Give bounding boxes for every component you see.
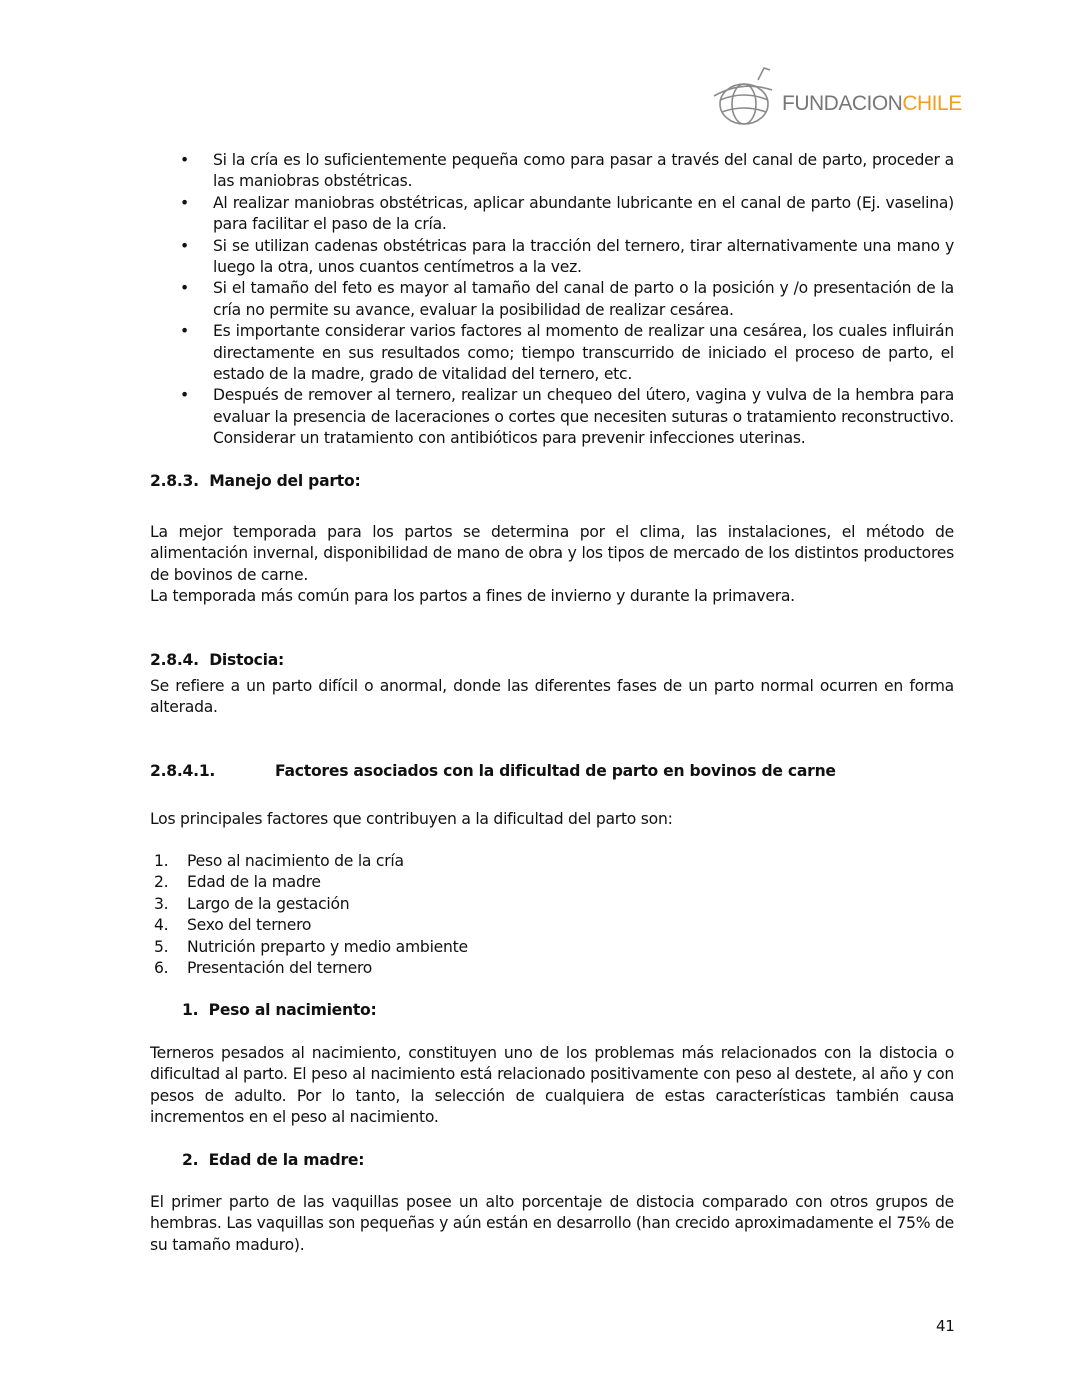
bullet-text: Si se utilizan cadenas obstétricas para la tracción del ternero, tirar alternativamente una mano y luego la otra, unos cuantos centímetros a la vez. bbox=[213, 236, 954, 277]
list-item: 4. Sexo del ternero bbox=[154, 916, 312, 935]
paragraph: La temporada más común para los partos a fines de invierno y durante la primavera. bbox=[150, 587, 795, 606]
list-item: 2. Edad de la madre bbox=[154, 873, 321, 892]
bullet-text: Al realizar maniobras obstétricas, aplicar abundante lubricante en el canal de parto (Ej. vaselina) para facilitar el paso de la cría. bbox=[213, 193, 954, 234]
logo-text-chile: CHILE bbox=[902, 92, 962, 115]
bullet-text: Después de remover al ternero, realizar un chequeo del útero, vagina y vulva de la hembra para evaluar la presencia de laceraciones o cortes que necesiten suturas o tratamiento reconstructivo. Considerar un tratamiento con antibióticos para prevenir infecciones uterinas. bbox=[213, 386, 954, 448]
section-body-2-8-3 bbox=[150, 522, 954, 608]
bullet-icon: • bbox=[180, 322, 189, 341]
list-item: 3. Largo de la gestación bbox=[154, 894, 350, 913]
paragraph: Terneros pesados al nacimiento, constituyen uno de los problemas más relacionados con la distocia o dificultad al parto. El peso al nacimiento está relacionado positivamente con peso al destete, al año y con pesos de adulto. Por lo tanto, la selección de cualquiera de estas características también causa incrementos en el peso al nacimiento. bbox=[150, 1044, 954, 1127]
bullet-icon: • bbox=[180, 279, 189, 298]
bullet-text: Es importante considerar varios factores al momento de realizar una cesárea, los cuales influirán directamente en sus resultados como; tiempo transcurrido de iniciado el proceso de parto, el estado de la madre, grado de vitalidad del ternero, etc. bbox=[213, 322, 954, 384]
bullet-list bbox=[150, 150, 954, 450]
paragraph: Se refiere a un parto difícil o anormal, donde las diferentes fases de un parto normal ocurren en forma alterada. bbox=[150, 677, 954, 717]
bullet-icon: • bbox=[180, 151, 189, 169]
fundacion-chile-logo bbox=[712, 60, 962, 132]
bullet-icon: • bbox=[180, 193, 189, 212]
section-heading-2-8-4: 2.8.4. Distocia: bbox=[150, 651, 285, 669]
bullet-item bbox=[150, 150, 954, 193]
subheading-peso-nacimiento: 1. Peso al nacimiento: bbox=[182, 1001, 377, 1019]
bullet-icon: • bbox=[180, 236, 189, 255]
list-item: 6. Presentación del ternero bbox=[154, 959, 373, 978]
paragraph: Los principales factores que contribuyen a la dificultad del parto son: bbox=[150, 810, 673, 828]
bullet-text: Si la cría es lo suficientemente pequeña como para pasar a través del canal de parto, proceder a las maniobras obstétricas. bbox=[213, 151, 954, 191]
globe-logo-icon bbox=[712, 60, 782, 132]
section-heading-2-8-3: 2.8.3. Manejo del parto: bbox=[150, 472, 361, 490]
bullet-item bbox=[150, 236, 954, 279]
page-number: 41 bbox=[936, 1317, 955, 1335]
bullet-item bbox=[150, 193, 954, 236]
logo-text-fundacion: FUNDACION bbox=[782, 92, 903, 115]
paragraph: La mejor temporada para los partos se determina por el clima, las instalaciones, el método de alimentación invernal, disponibilidad de mano de obra y los tipos de mercado de los distintos productores de bovinos de carne. bbox=[150, 523, 954, 584]
bullet-item bbox=[150, 321, 954, 385]
factors-list bbox=[150, 851, 954, 979]
bullet-item bbox=[150, 278, 954, 321]
list-item: 1. Peso al nacimiento de la cría bbox=[154, 852, 404, 870]
bullet-item bbox=[150, 385, 954, 449]
bullet-icon: • bbox=[180, 386, 189, 405]
section-heading-2-8-4-1: 2.8.4.1. Factores asociados con la dificultad de parto en bovinos de carne bbox=[150, 762, 836, 780]
paragraph: El primer parto de las vaquillas posee un alto porcentaje de distocia comparado con otros grupos de hembras. Las vaquillas son pequeñas y aún están en desarrollo (han crecido aproximadamente el 75% de su tamaño maduro). bbox=[150, 1193, 954, 1254]
bullet-text: Si el tamaño del feto es mayor al tamaño del canal de parto o la posición y /o presentación de la cría no permite su avance, evaluar la posibilidad de realizar cesárea. bbox=[213, 279, 954, 319]
list-item: 5. Nutrición preparto y medio ambiente bbox=[154, 937, 468, 956]
subheading-edad-madre: 2. Edad de la madre: bbox=[182, 1151, 365, 1169]
